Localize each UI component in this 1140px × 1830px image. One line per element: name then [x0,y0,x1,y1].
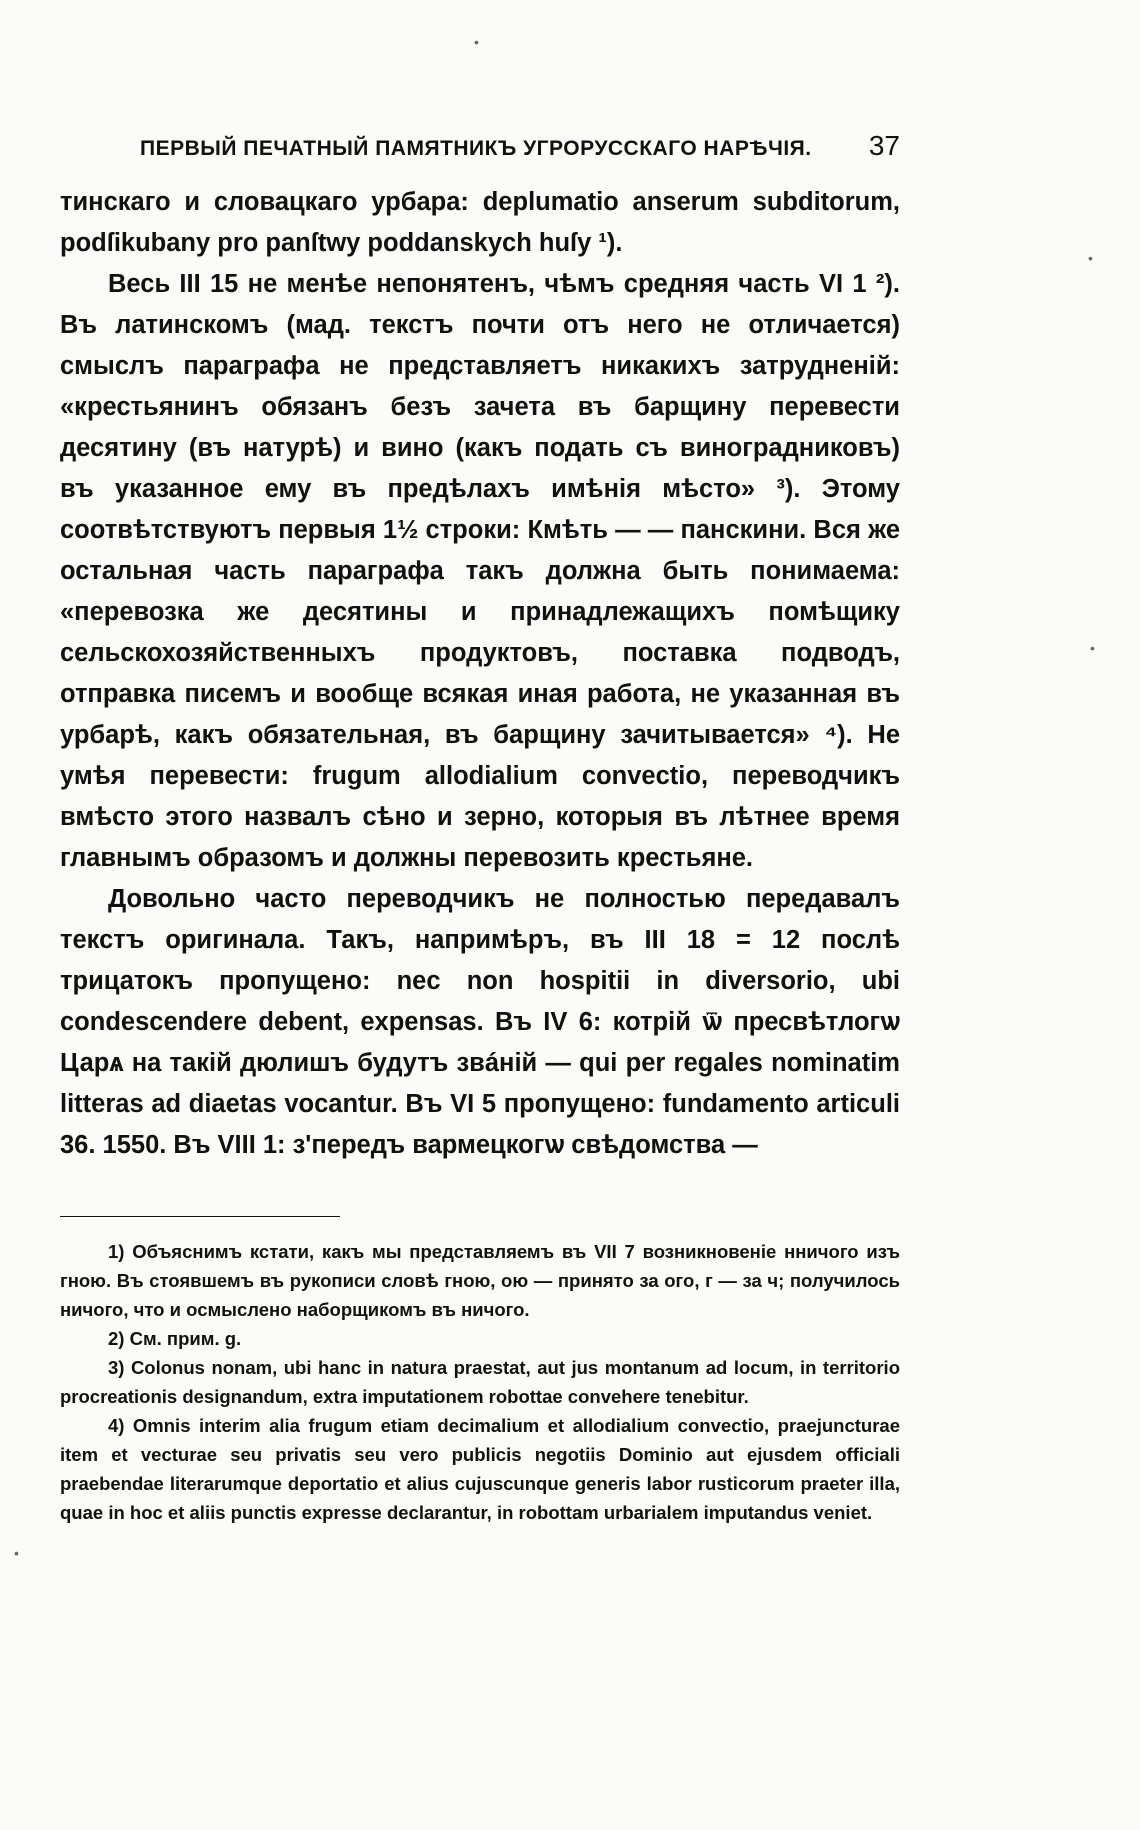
page-number: 37 [868,130,900,161]
paragraph: Довольно часто переводчикъ не полностью передавалъ текстъ оригинала. Такъ, напримѣръ, въ III 18 = 12 послѣ трицатокъ пропущено: nec non hospitii in diversorio, ubi condescendere debent, expensas. Въ IV 6: котрій ѿ пресвѣтлогѡ Царѧ на такій дюлишъ будутъ звáній — qui per regales nominatim litteras ad diaetas vocantur. Въ VI 5 пропущено: fundamento articuli 36. 1550. Въ VIII 1: з'передъ вармецкогѡ свѣдомства — [60,885,900,1159]
scan-speck: • [1090,640,1095,656]
footnote-rule [60,1216,340,1217]
scan-speck: • [1088,250,1093,266]
paragraph: Весь III 15 не менѣе непонятенъ, чѣмъ средняя часть VI 1 ²). Въ латинскомъ (мад. текстъ почти отъ него не отличается) смыслъ параграфа не представляетъ никакихъ затрудненій: «крестьянинъ обязанъ безъ зачета въ барщину перевести десятину (въ натурѣ) и вино (какъ подать съ виноградниковъ) въ указанное ему въ предѣлахъ имѣнія мѣсто» ³). Этому соотвѣтствуютъ первыя 1½ строки: Кмѣть — — панскини. Вся же остальная часть параграфа такъ должна быть понимаема: «перевозка же десятины и принадлежащихъ помѣщику сельскохозяйственныхъ продуктовъ, поставка подводъ, отправка писемъ и вообще всякая иная работа, не указанная въ урбарѣ, какъ обязательная, въ барщину зачитывается» ⁴). Не умѣя перевести: frugum allodialium convectio, переводчикъ вмѣсто этого назвалъ сѣно и зерно, которыя въ лѣтнее время главнымъ образомъ и должны перевозить крестьяне. [60,270,900,872]
footnotes [60,1237,900,1527]
scan-speck: • [474,34,479,50]
footnote: 3) Colonus nonam, ubi hanc in natura praestat, aut jus montanum ad locum, in territorio procreationis designandum, extra imputationem robottae convehere tenebitur. [60,1357,900,1407]
footnote: 2) См. прим. g. [108,1328,242,1349]
page [60,130,900,1527]
footnote: 4) Omnis interim alia frugum etiam decimalium et allodialium convectio, praejuncturae item et vecturae seu privatis seu vero publicis negotiis Dominio aut ejusdem officiali praebendae literarumque deportatio et alius cujuscunque generis labor rusticorum praeter illa, quae in hoc et aliis punctis expresse declarantur, in robottam urbarialem imputandus veniet. [60,1415,900,1523]
paragraph: тинскаго и словацкаго урбара: deplumatio anserum subditorum, podſikubany pro panſtwy poddanskych huſy ¹). [60,188,900,257]
running-title: ПЕРВЫЙ ПЕЧАТНЫЙ ПАМЯТНИКЪ УГРОРУССКАГО НАРѢЧІЯ. [140,137,812,160]
footnote: 1) Объяснимъ кстати, какъ мы представляемъ въ VII 7 возникновеніе нничого изъ гною. Въ стоявшемъ въ рукописи словѣ гною, ою — принято за ого, г — за ч; получилось ничого, что и осмыслено наборщикомъ въ ничого. [60,1241,900,1320]
body-text [60,182,900,1166]
running-head [60,130,900,164]
scan-speck: • [14,1545,19,1561]
